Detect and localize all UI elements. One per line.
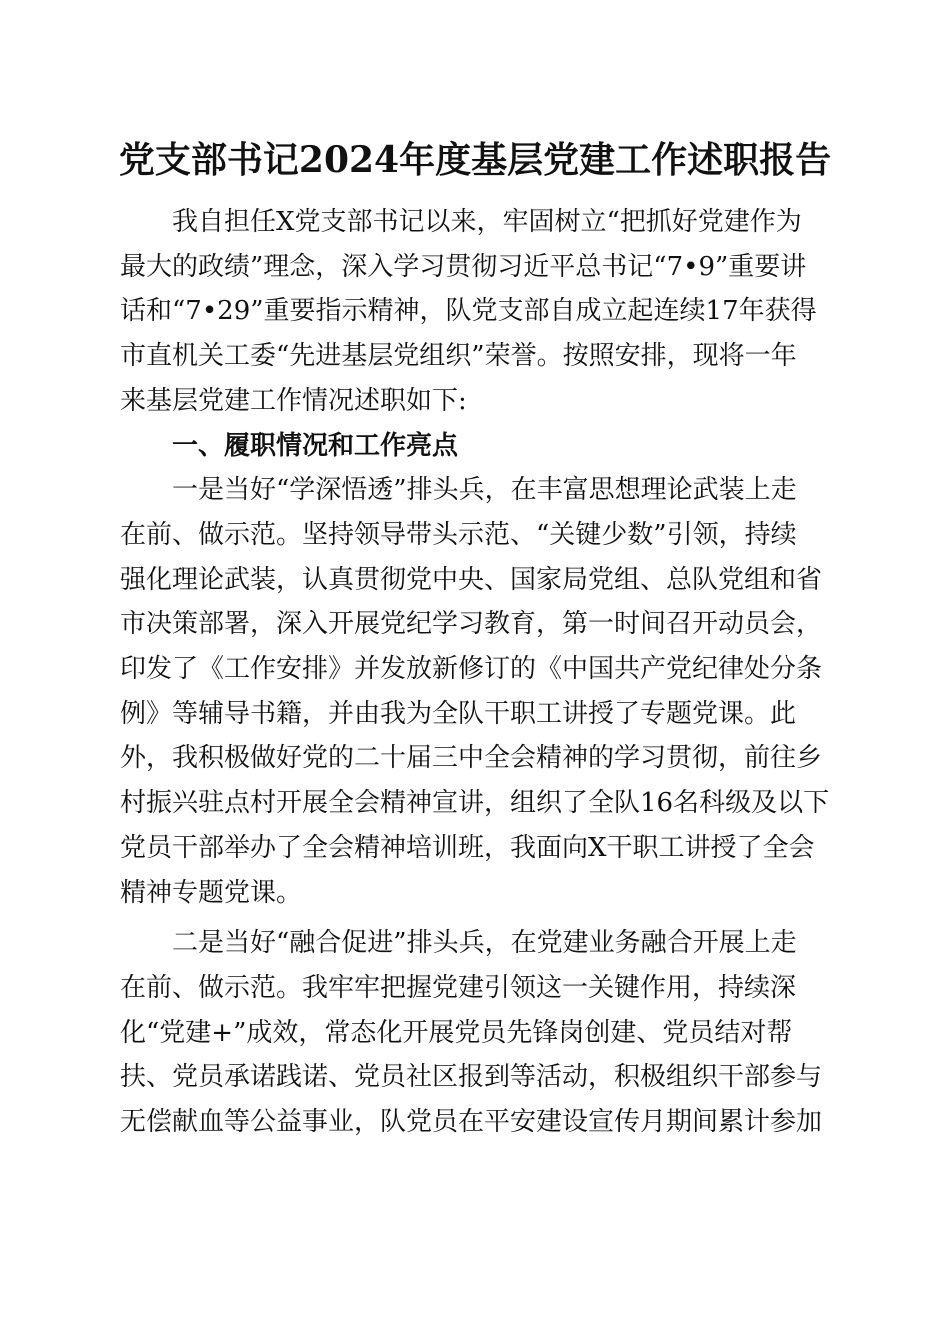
intro-line: 话和“7•29”重要指示精神，队党支部自成立起连续17年获得 <box>120 296 817 327</box>
intro-paragraph <box>120 200 820 424</box>
paragraph-line: 一是当好“学深悟透”排头兵，在丰富思想理论武装上走 <box>172 475 797 506</box>
document-body <box>120 200 830 1145</box>
intro-line: 我自担任X党支部书记以来，牢固树立“把抓好党建作为 <box>172 207 802 237</box>
section-heading: 一、履职情况和工作亮点 <box>172 430 459 461</box>
intro-line: 最大的政绩”理念，深入学习贯彻习近平总书记“7•9”重要讲 <box>120 251 807 282</box>
paragraph-line: 印发了《工作安排》并发放新修订的《中国共产党纪律处分条 <box>120 654 823 685</box>
document-title: 党支部书记2024年度基层党建工作述职报告 <box>118 139 832 181</box>
paragraph-line: 扶、党员承诺践诺、党员社区报到等活动，积极组织干部参与 <box>120 1062 823 1093</box>
intro-line: 来基层党建工作情况述职如下: <box>120 385 467 416</box>
paragraph-line: 例》等辅导书籍，并由我为全队干职工讲授了专题党课。此 <box>120 698 797 729</box>
paragraph-line: 无偿献血等公益事业，队党员在平安建设宣传月期间累计参加 <box>120 1107 823 1138</box>
paragraph-line: 强化理论武装，认真贯彻党中央、国家局党组、总队党组和省 <box>120 564 823 595</box>
body-paragraph-1 <box>120 468 830 915</box>
paragraph-line: 市决策部署，深入开展党纪学习教育，第一时间召开动员会， <box>120 609 823 640</box>
intro-line: 市直机关工委“先进基层党组织”荣誉。按照安排，现将一年 <box>120 341 797 372</box>
paragraph-line: 精神专题党课。 <box>120 877 303 908</box>
paragraph-line: 村振兴驻点村开展全会精神宣讲，组织了全队16名科级及以下 <box>120 788 830 819</box>
paragraph-line: 外，我积极做好党的二十届三中全会精神的学习贯彻，前往乡 <box>120 743 823 774</box>
paragraph-line: 在前、做示范。坚持领导带头示范、“关键少数”引领，持续 <box>120 519 797 550</box>
paragraph-line: 在前、做示范。我牢牢把握党建引领这一关键作用，持续深 <box>120 972 797 1003</box>
paragraph-line: 二是当好“融合促进”排头兵，在党建业务融合开展上走 <box>172 928 797 959</box>
body-paragraph-2 <box>120 921 823 1145</box>
paragraph-line: 党员干部举办了全会精神培训班，我面向X干职工讲授了全会 <box>120 832 815 863</box>
paragraph-line: 化“党建+”成效，常态化开展党员先锋岗创建、党员结对帮 <box>120 1017 793 1048</box>
